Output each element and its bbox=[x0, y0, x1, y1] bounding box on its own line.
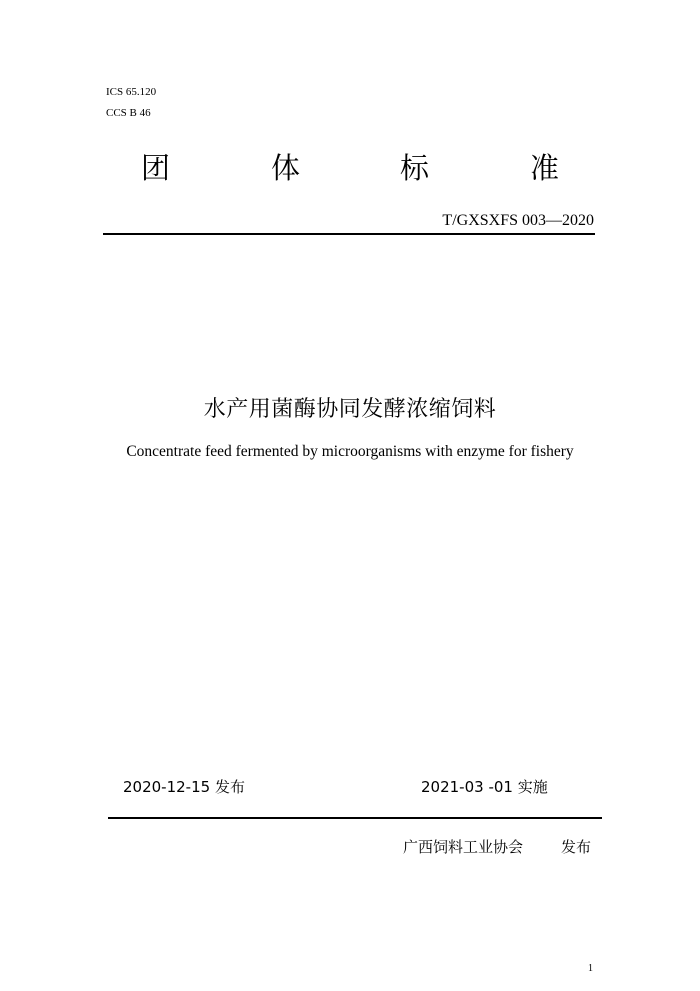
document-title-chinese: 水产用菌酶协同发酵浓缩饲料 bbox=[203, 397, 497, 422]
standard-type-char: 体 bbox=[271, 151, 301, 185]
issue-date: 2020-12-15 发布 bbox=[123, 778, 245, 796]
standard-number: T/GXSXFS 003—2020 bbox=[442, 212, 594, 229]
header-divider bbox=[103, 233, 595, 235]
document-title-english: Concentrate feed fermented by microorganisms with enzyme for fishery bbox=[126, 443, 574, 460]
ics-code: ICS 65.120 bbox=[106, 86, 157, 98]
standard-type-char: 团 bbox=[141, 151, 171, 185]
standard-type-heading bbox=[0, 148, 700, 192]
footer-divider bbox=[108, 817, 602, 819]
implementation-date: 2021-03 -01 实施 bbox=[421, 778, 548, 796]
publish-label: 发布 bbox=[561, 838, 592, 856]
publisher-name: 广西饲料工业协会 bbox=[403, 838, 524, 856]
page-number: 1 bbox=[588, 963, 593, 974]
ccs-code: CCS B 46 bbox=[106, 107, 151, 119]
standard-type-char: 标 bbox=[400, 151, 430, 185]
standard-type-char: 准 bbox=[530, 151, 560, 185]
